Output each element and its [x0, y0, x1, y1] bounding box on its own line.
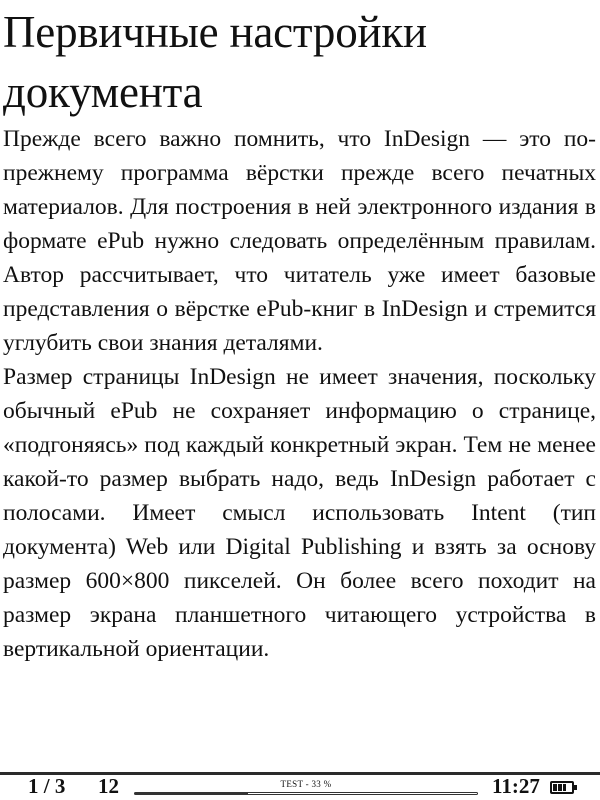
page-indicator[interactable]: 1 / 3: [28, 774, 66, 798]
battery-icon: [550, 781, 574, 794]
paragraph: Размер страницы InDesign не имеет значения, поскольку обычный ePub не сохраняет информацию о странице, «подгоняясь» под каждый конкретный экран. Тем не менее какой-то размер выбрать надо, ведь InDesign работает с полосами. Имеет смысл использовать Intent (тип документа) Web или Digital Publishing и взять за основу размер 600×800 пикселей. Он более всего походит на размер экрана планшетного читающего устройства в вертикальной ориентации.: [3, 364, 596, 662]
body-text: [3, 122, 596, 666]
progress-fill: [135, 793, 248, 794]
status-bar: [0, 772, 600, 800]
clock: 11:27: [492, 774, 540, 798]
battery-cell: [567, 784, 571, 791]
battery-cell: [563, 784, 567, 791]
battery-cell: [553, 784, 557, 791]
font-size-indicator[interactable]: 12: [98, 774, 119, 798]
battery-cell: [558, 784, 562, 791]
reading-progress[interactable]: [134, 779, 478, 797]
chapter-title: Первичные настройки документа: [3, 7, 427, 117]
progress-track: [134, 792, 478, 795]
progress-label: TEST - 33 %: [280, 779, 332, 789]
paragraph: Прежде всего важно помнить, что InDesign — это по-прежнему программа вёрстки прежде всего печатных материалов. Для построения в ней электронного издания в формате ePub нужно следовать определённым правилам. Автор рассчитывает, что читатель уже имеет базовые представления о вёрстке ePub-книг в InDesign и стремится углубить свои знания деталями.: [3, 126, 596, 356]
